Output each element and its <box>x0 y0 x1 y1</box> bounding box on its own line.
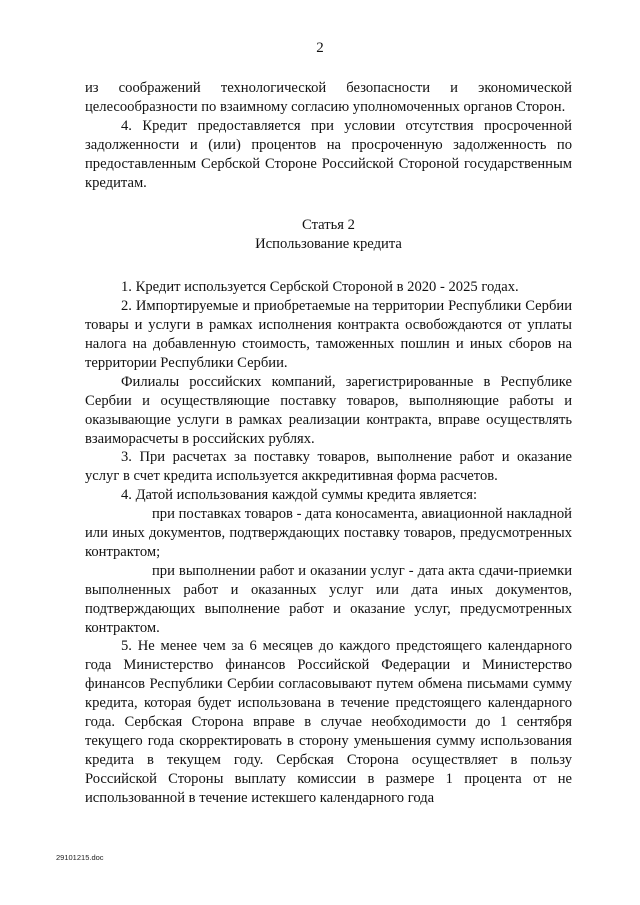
article-subparagraph-goods: при поставках товаров - дата коносамента, авиационной накладной или иных документов, подтверждающих поставку товаров, предусмотренных контрактом; <box>85 506 572 560</box>
paragraph-item-4: 4. Кредит предоставляется при условии отсутствия просроченной задолженности и (или) процентов на просроченную задолженность по предоставленным Сербской Стороне Российской Стороной государственным кредитам. <box>85 117 572 191</box>
page-number: 2 <box>316 40 324 56</box>
article-subparagraph-services: при выполнении работ и оказании услуг - дата акта сдачи-приемки выполненных работ и оказанных услуг или дата иных документов, подтверждающих выполнение работ и оказание услуг, предусмотренных контрактом. <box>85 562 572 636</box>
footer-file-name: 29101215.doc <box>56 853 104 862</box>
section-gap <box>85 192 572 216</box>
article-paragraph-3: 3. При расчетах за поставку товаров, выполнение работ и оказание услуг в счет кредита используется аккредитивная форма расчетов. <box>85 449 572 485</box>
article-paragraph-1: 1. Кредит используется Сербской Стороной в 2020 - 2025 годах. <box>121 279 519 296</box>
section-gap <box>85 254 572 278</box>
article-number: Статья 2 <box>302 217 355 234</box>
article-title: Использование кредита <box>255 236 402 253</box>
article-paragraph-5: 5. Не менее чем за 6 месяцев до каждого предстоящего календарного года Министерство финансов Российской Федерации и Министерство финансов Республики Сербии согласовывают путем обмена письмами сумму кредита, которая будет использована в течение предстоящего календарного года. Сербская Сторона вправе в случае необходимости до 1 сентября текущего года скорректировать в сторону уменьшения сумму использования кредита в текущем году. Сербская Сторона осуществляет в пользу Российской Стороны выплату комиссии в размере 1 процента от не использованной в течение истекшего календарного года <box>85 638 572 806</box>
article-paragraph-branches: Филиалы российских компаний, зарегистрированные в Республике Сербии и осуществляющие поставку товаров, выполняющие работы и оказывающие услуги в рамках реализации контракта, вправе осуществлять взаиморасчеты в российских рублях. <box>85 373 572 447</box>
document-body <box>85 79 572 808</box>
paragraph-continuation: из соображений технологической безопасности и экономической целесообразности по взаимному согласию уполномоченных органов Сторон. <box>85 80 572 115</box>
article-paragraph-2: 2. Импортируемые и приобретаемые на территории Республики Сербии товары и услуги в рамках исполнения контракта освобождаются от уплаты налога на добавленную стоимость, таможенных пошлин и иных сборов на территории Республики Сербии. <box>85 298 572 371</box>
article-paragraph-4: 4. Датой использования каждой суммы кредита является: <box>121 487 478 504</box>
